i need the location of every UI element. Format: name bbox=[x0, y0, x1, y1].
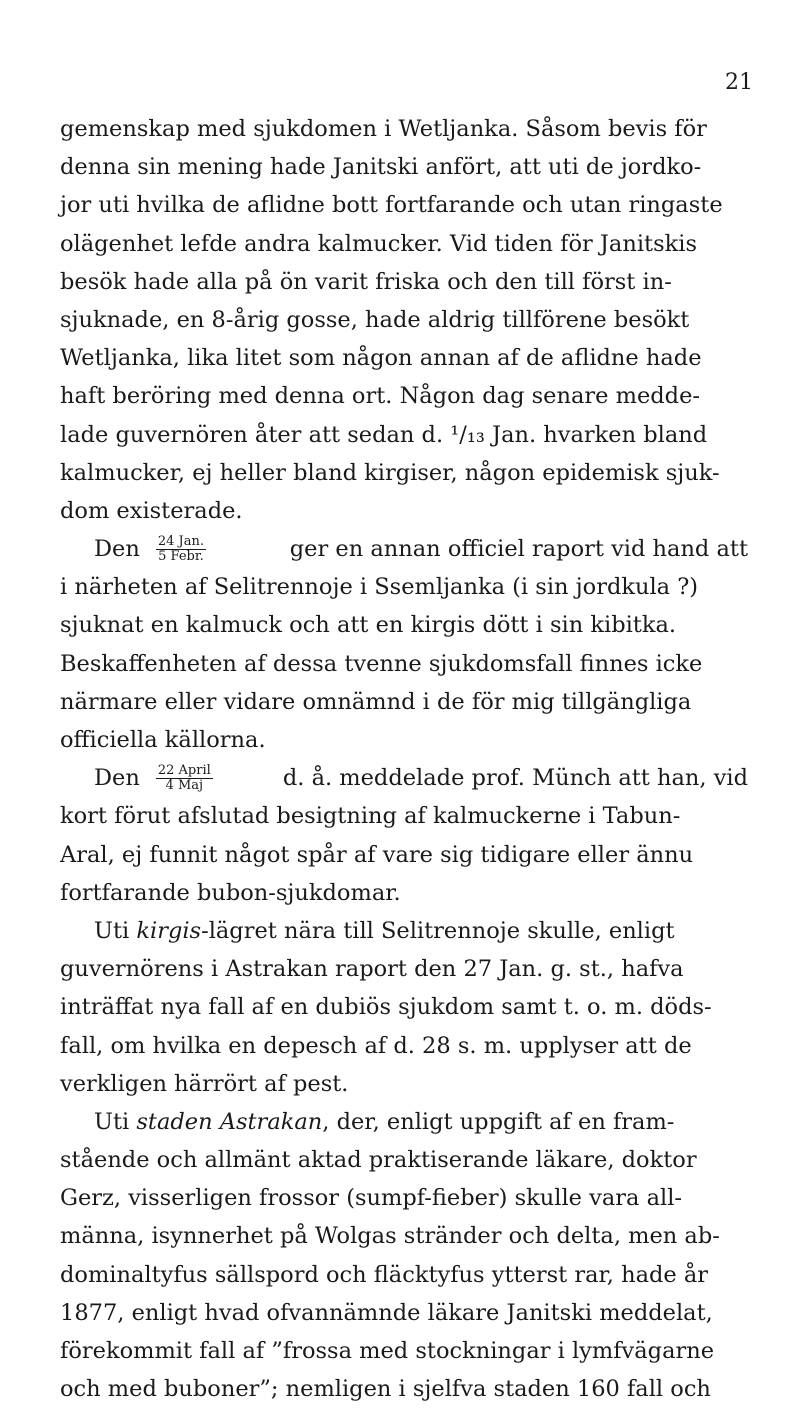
text-line: stående och allmänt aktad praktiserande läkare, doktor bbox=[60, 1147, 697, 1174]
text-line: guvernörens i Astrakan raport den 27 Jan. g. st., hafva bbox=[60, 956, 684, 983]
text-line: sjuknat en kalmuck och att en kirgis dött i sin kibitka. bbox=[60, 612, 677, 639]
text-line: kort förut afslutad besigtning af kalmuckerne i Tabun- bbox=[60, 803, 681, 830]
text-line: och med buboner”; nemligen i sjelfva staden 160 fall och bbox=[60, 1376, 711, 1403]
text-line: Aral, ej funnit något spår af vare sig tidigare eller ännu bbox=[60, 841, 694, 868]
paragraph-first-line bbox=[60, 1103, 748, 1141]
text-line: haft beröring med denna ort. Någon dag senare medde- bbox=[60, 383, 700, 410]
text-fragment: Uti bbox=[94, 1108, 130, 1135]
paragraph-first-line bbox=[60, 912, 748, 950]
fraction-denominator: 5 Febr. bbox=[158, 548, 204, 564]
text-line: männa, isynnerhet på Wolgas stränder och delta, men ab- bbox=[60, 1223, 720, 1250]
text-line: gemenskap med sjukdomen i Wetljanka. Såsom bevis för bbox=[60, 116, 707, 142]
text-fragment: -lägret nära till Selitrennoje skulle, enligt bbox=[201, 917, 675, 944]
text-line: fortfarande bubon-sjukdomar. bbox=[60, 879, 401, 906]
text-line: sjuknade, en 8-årig gosse, hade aldrig tillförene besökt bbox=[60, 306, 690, 333]
text-fragment: Uti bbox=[94, 917, 130, 944]
text-fragment: d. å. meddelade prof. Münch att han, vid bbox=[282, 765, 748, 792]
text-line: 1877, enligt hvad ofvannämnde läkare Janitski meddelat, bbox=[60, 1299, 713, 1326]
text-fragment: ger en annan officiel raport vid hand att bbox=[289, 536, 748, 563]
text-line: kalmucker, ej heller bland kirgiser, någon epidemisk sjuk- bbox=[60, 459, 720, 486]
page-number: 21 bbox=[725, 70, 753, 95]
date-fraction bbox=[156, 764, 213, 793]
body-text bbox=[60, 110, 748, 1408]
text-line: fall, om hvilka en depesch af d. 28 s. m. upplyser att de bbox=[60, 1032, 692, 1059]
paragraph-first-line bbox=[60, 759, 748, 797]
text-line: lade guvernören åter att sedan d. ¹/₁₃ Jan. hvarken bland bbox=[60, 421, 708, 448]
italic-text: staden Astrakan bbox=[136, 1108, 323, 1135]
text-line: dominaltyfus sällspord och fläcktyfus ytterst rar, hade år bbox=[60, 1261, 709, 1288]
text-line: Wetljanka, lika litet som någon annan af de aflidne hade bbox=[60, 345, 702, 372]
text-line: i närheten af Selitrennoje i Ssemljanka (i sin jordkula ?) bbox=[60, 574, 699, 601]
text-fragment: Den bbox=[94, 765, 140, 792]
text-line: jor uti hvilka de aflidne bott fortfarande och utan ringaste bbox=[60, 192, 723, 219]
text-line: Gerz, visserligen frossor (sumpf-fieber) skulle vara all- bbox=[60, 1185, 683, 1212]
text-line: denna sin mening hade Janitski anfört, att uti de jordko- bbox=[60, 154, 702, 181]
fraction-denominator: 4 Maj bbox=[165, 777, 204, 793]
text-line: förekommit fall af ”frossa med stockningar i lymfvägarne bbox=[60, 1338, 715, 1364]
text-line: olägenhet lefde andra kalmucker. Vid tiden för Janitskis bbox=[60, 230, 697, 257]
text-line: verkligen härrört af pest. bbox=[60, 1070, 349, 1097]
paragraph-first-line bbox=[60, 530, 748, 568]
text-line: inträffat nya fall af en dubiös sjukdom samt t. o. m. döds- bbox=[60, 994, 712, 1021]
italic-text: kirgis bbox=[136, 917, 202, 944]
fraction-numerator: 22 April bbox=[157, 762, 211, 778]
text-line: Beskaffenheten af dessa tvenne sjukdomsfall finnes icke bbox=[60, 650, 703, 677]
text-fragment: Den bbox=[94, 536, 140, 563]
text-line: närmare eller vidare omnämnd i de för mig tillgängliga bbox=[60, 688, 692, 715]
text-fragment: , der, enligt uppgift af en fram- bbox=[322, 1108, 675, 1135]
text-line: besök hade alla på ön varit friska och den till först in- bbox=[60, 268, 672, 295]
text-line: officiella källorna. bbox=[60, 727, 266, 753]
date-fraction bbox=[156, 535, 206, 564]
text-line: dom existerade. bbox=[60, 497, 243, 524]
fraction-numerator: 24 Jan. bbox=[157, 533, 205, 549]
